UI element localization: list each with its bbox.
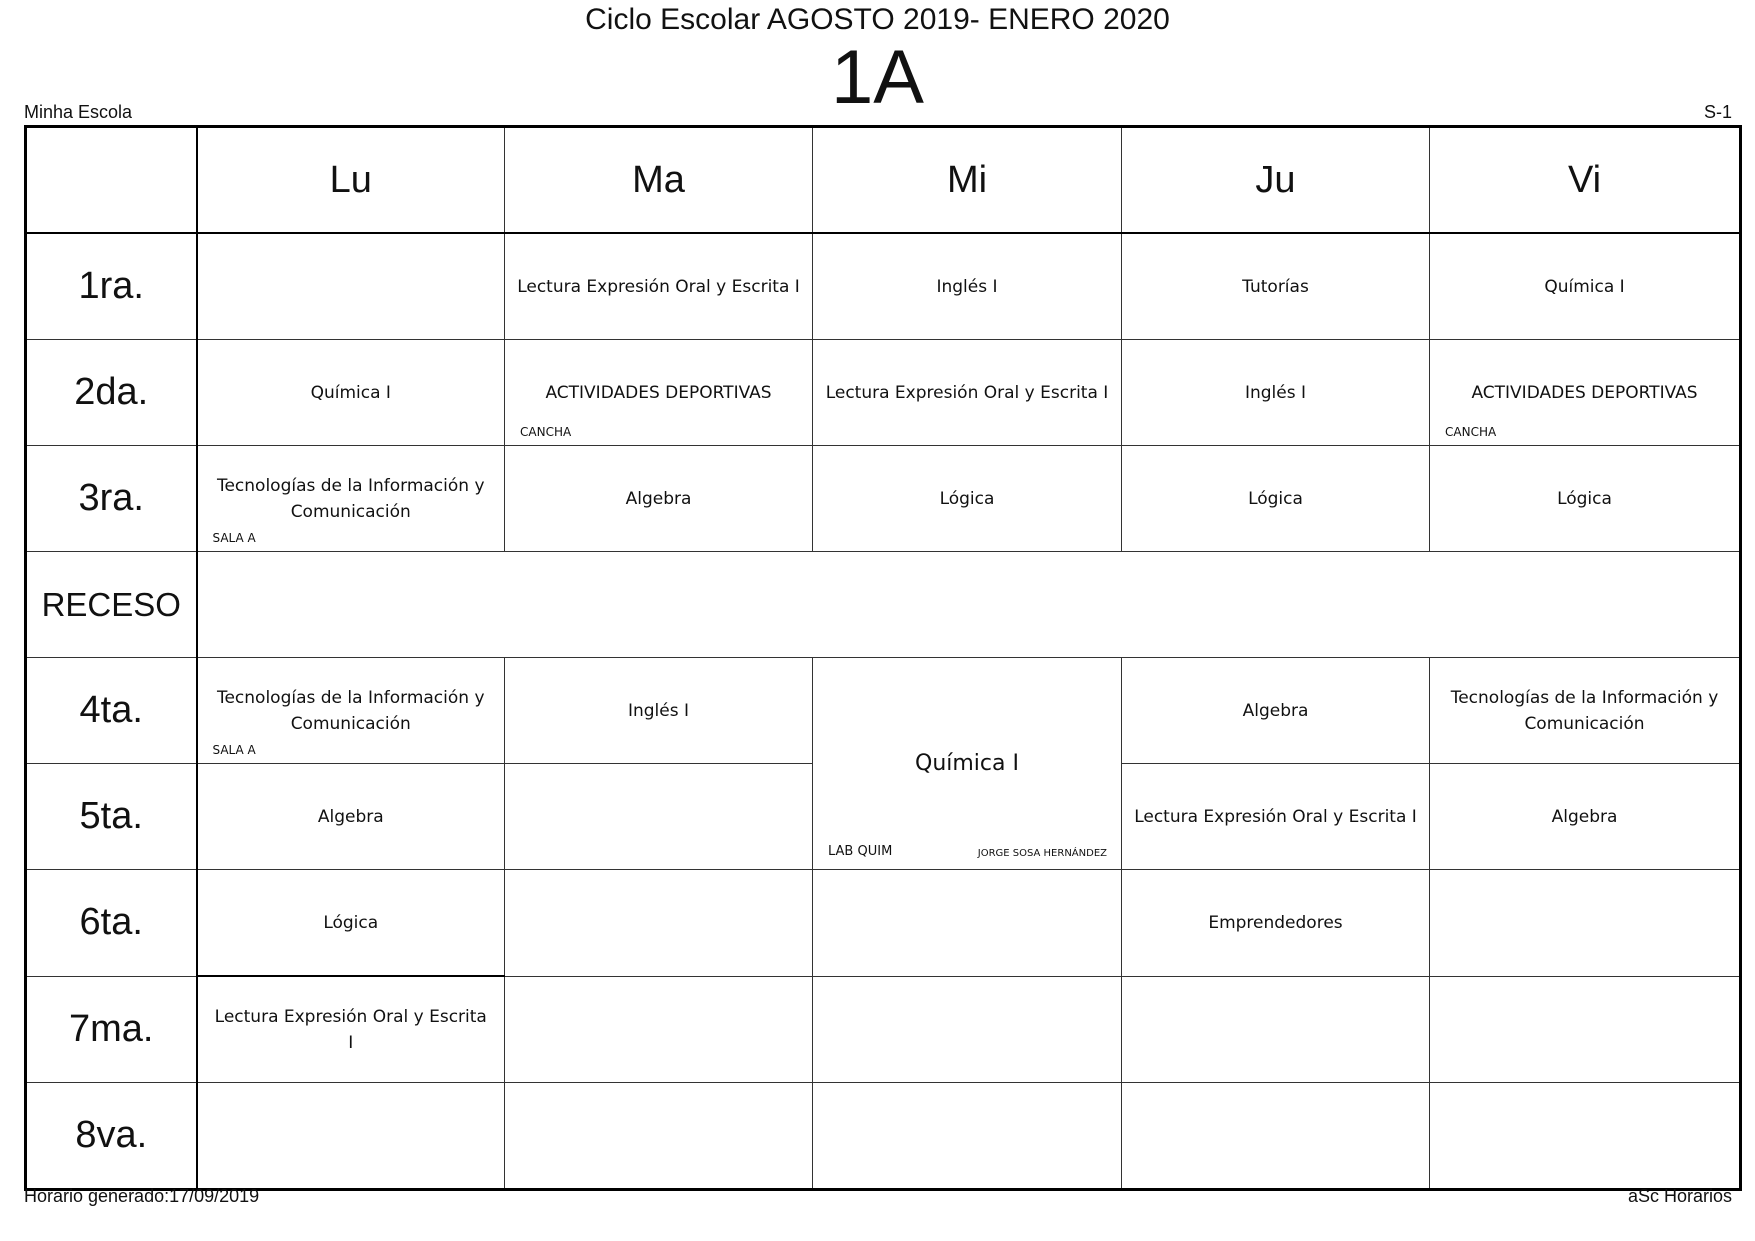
lesson-cell (1430, 233, 1741, 340)
lesson-cell (197, 764, 505, 870)
lesson-subject: Algebra (317, 806, 384, 827)
lesson-cell (813, 340, 1122, 446)
lesson-cell (1430, 446, 1741, 552)
lesson-subject: Tutorías (1242, 276, 1309, 297)
lesson-cell-empty (505, 870, 813, 977)
lesson-cell (505, 658, 813, 764)
lesson-subject: Lógica (1248, 488, 1303, 509)
lesson-cell (1122, 446, 1430, 552)
lesson-subject: Lógica (1557, 488, 1612, 509)
lesson-subject: Lógica (323, 912, 379, 933)
lesson-subject: Lectura Expresión Oral y Escrita I (1134, 806, 1417, 827)
schedule-title: Ciclo Escolar AGOSTO 2019- ENERO 2020 (585, 3, 1170, 36)
period-row-1 (26, 233, 1741, 340)
lesson-cell (197, 658, 505, 764)
lesson-subject: Algebra (1551, 806, 1618, 827)
school-name: Minha Escola (24, 102, 133, 122)
lesson-subject: ACTIVIDADES DEPORTIVAS (1471, 382, 1698, 403)
lesson-cell (1122, 658, 1430, 764)
period-label: 7ma. (26, 976, 197, 1083)
lesson-subject: Algebra (1242, 700, 1309, 721)
lesson-cell (197, 870, 505, 977)
day-header-row (26, 127, 1741, 234)
lesson-cell (197, 446, 505, 552)
day-header-lu: Lu (197, 127, 505, 234)
corner-cell (26, 127, 197, 234)
day-header-ma: Ma (505, 127, 813, 234)
lesson-cell-empty (197, 1083, 505, 1190)
lesson-subject: Química I (1544, 276, 1625, 297)
lesson-room: CANCHA (1445, 425, 1497, 439)
period-label: 1ra. (26, 233, 197, 340)
lesson-subject: Lectura Expresión Oral y Escrita I (517, 276, 800, 297)
software-name: aSc Horarios (1627, 1186, 1732, 1206)
lesson-cell-empty (1122, 1083, 1430, 1190)
lesson-subject: Inglés I (627, 700, 690, 721)
lesson-cell-empty (505, 976, 813, 1083)
class-name: 1A (831, 35, 924, 120)
lesson-cell-empty (1122, 976, 1430, 1083)
lesson-cell (505, 446, 813, 552)
lesson-cell-empty (1430, 1083, 1741, 1190)
recess-row (26, 552, 1741, 658)
period-row-2 (26, 340, 1741, 446)
period-label: 8va. (26, 1083, 197, 1190)
recess-cell (197, 552, 1741, 658)
lesson-cell (505, 340, 813, 446)
lesson-cell-empty (1430, 870, 1741, 977)
lesson-cell (1122, 764, 1430, 870)
timetable (24, 125, 1742, 1191)
day-header-vi: Vi (1430, 127, 1741, 234)
lesson-cell (1430, 658, 1741, 764)
lesson-cell (197, 976, 505, 1083)
lesson-cell (813, 446, 1122, 552)
lesson-subject: Tecnologías de la Información y Comunicación (216, 475, 485, 522)
lesson-cell (813, 233, 1122, 340)
lesson-cell (1122, 340, 1430, 446)
lesson-cell (1430, 340, 1741, 446)
lesson-cell (1122, 870, 1430, 977)
lesson-cell-empty (813, 976, 1122, 1083)
lesson-subject: Inglés I (936, 276, 998, 297)
period-row-4 (26, 658, 1741, 764)
lesson-teacher: JORGE SOSA HERNÁNDEZ (977, 848, 1107, 859)
recess-label: RECESO (26, 552, 197, 658)
period-row-7 (26, 976, 1741, 1083)
period-row-6 (26, 870, 1741, 977)
lesson-room: SALA A (212, 531, 256, 545)
generated-date: Horario generado:17/09/2019 (24, 1186, 260, 1206)
lesson-subject: Lectura Expresión Oral y Escrita I (825, 382, 1109, 403)
period-row-3 (26, 446, 1741, 552)
lesson-cell-empty (505, 1083, 813, 1190)
day-header-ju: Ju (1122, 127, 1430, 234)
lesson-subject: ACTIVIDADES DEPORTIVAS (545, 382, 772, 403)
lesson-subject: Tecnologías de la Información y Comunicación (216, 687, 485, 734)
lesson-cell-double (813, 658, 1122, 870)
lesson-room: LAB QUIM (828, 844, 893, 859)
lesson-cell (1122, 233, 1430, 340)
day-header-mi: Mi (813, 127, 1122, 234)
lesson-cell-empty (813, 870, 1122, 977)
lesson-room: CANCHA (520, 425, 572, 439)
period-label: 5ta. (26, 764, 197, 870)
lesson-cell-empty (813, 1083, 1122, 1190)
period-label: 6ta. (26, 870, 197, 977)
lesson-cell (1430, 764, 1741, 870)
lesson-subject: Lógica (939, 488, 995, 509)
lesson-cell-empty (1430, 976, 1741, 1083)
lesson-subject: Emprendedores (1208, 912, 1343, 933)
lesson-subject: Algebra (625, 488, 692, 509)
lesson-subject: Química I (915, 751, 1019, 776)
lesson-room: SALA A (212, 743, 256, 757)
lesson-subject: Tecnologías de la Información y Comunicación (1450, 687, 1719, 734)
lesson-subject: Inglés I (1244, 382, 1307, 403)
lesson-cell (197, 340, 505, 446)
schedule-code: S-1 (1703, 102, 1732, 122)
period-label: 3ra. (26, 446, 197, 552)
lesson-subject: Lectura Expresión Oral y Escrita I (214, 1006, 487, 1053)
lesson-cell-empty (197, 233, 505, 340)
lesson-cell-empty (505, 764, 813, 870)
lesson-cell (505, 233, 813, 340)
period-label: 2da. (26, 340, 197, 446)
lesson-subject: Química I (310, 382, 391, 403)
period-row-8 (26, 1083, 1741, 1190)
period-label: 4ta. (26, 658, 197, 764)
